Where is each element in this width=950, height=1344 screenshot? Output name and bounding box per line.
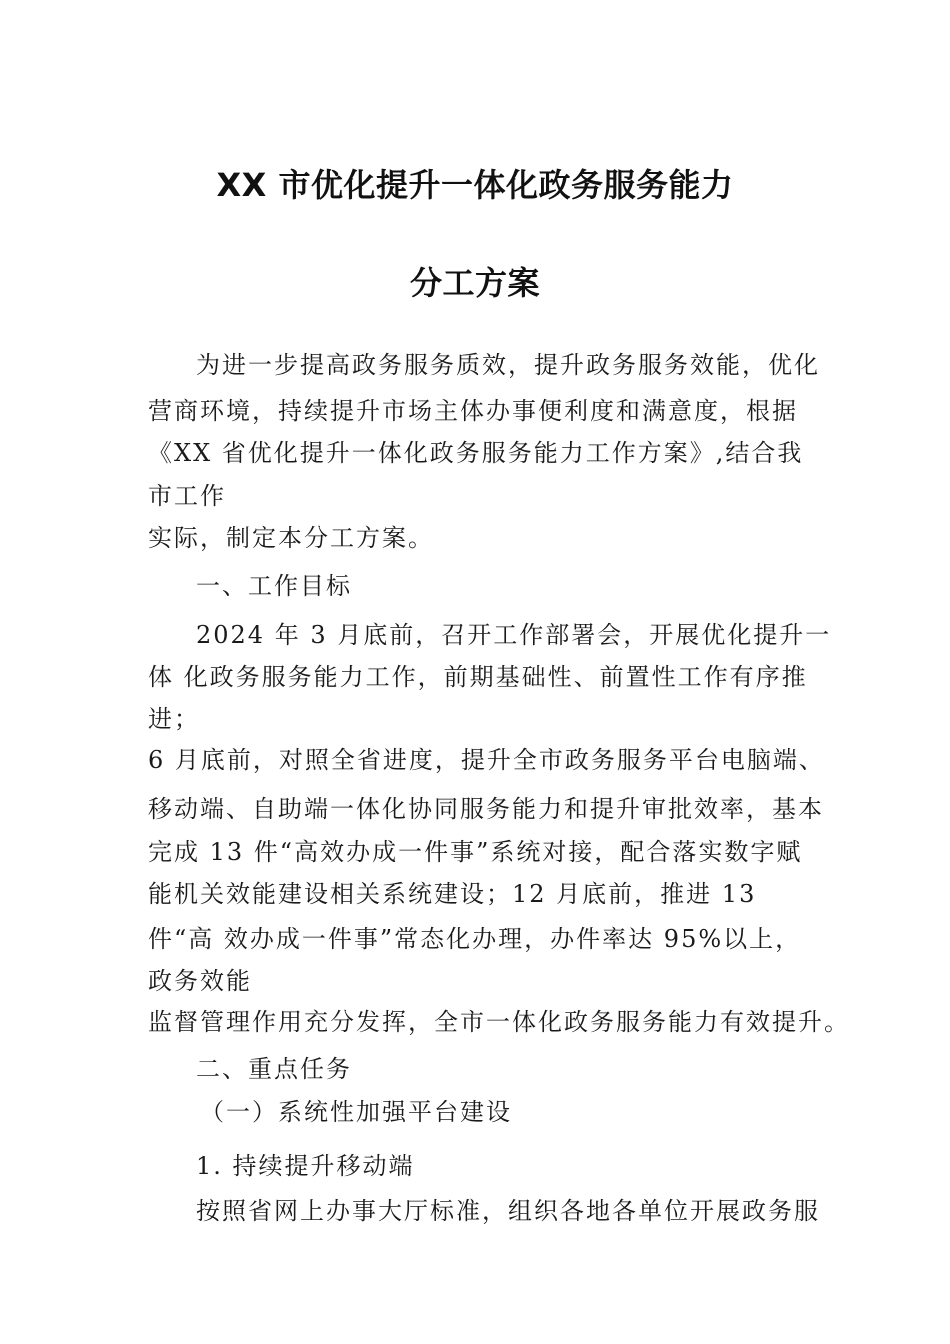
paragraph-line: 按照省网上办事大厅标准，组织各地各单位开展政务服 <box>196 1197 820 1225</box>
section-heading: 二、重点任务 <box>196 1055 352 1083</box>
paragraph-line: 6 月底前，对照全省进度，提升全市政务服务平台电脑端、 <box>148 746 825 774</box>
paragraph-line: 移动端、自助端一体化协同服务能力和提升审批效率，基本 <box>148 795 824 823</box>
paragraph-line: 件“高 效办成一件事”常态化办理，办件率达 95%以上， <box>148 925 802 953</box>
document-title: XX 市优化提升一体化政务服务能力 <box>216 166 734 204</box>
paragraph-line: 能机关效能建设相关系统建设；12 月底前，推进 13 <box>148 880 757 908</box>
paragraph-line: 政务效能 <box>148 967 252 995</box>
paragraph-line: 进； <box>148 705 200 733</box>
paragraph-line: 《XX 省优化提升一体化政务服务能力工作方案》,结合我 <box>148 439 804 467</box>
item-heading: 1. 持续提升移动端 <box>196 1152 415 1180</box>
paragraph-line: 市工作 <box>148 482 226 510</box>
subsection-heading: （一）系统性加强平台建设 <box>200 1098 512 1126</box>
paragraph-line: 营商环境，持续提升市场主体办事便利度和满意度，根据 <box>148 397 798 425</box>
paragraph-line: 体 化政务服务能力工作，前期基础性、前置性工作有序推 <box>148 663 808 691</box>
section-heading: 一、工作目标 <box>196 572 352 600</box>
paragraph-line: 2024 年 3 月底前，召开工作部署会，开展优化提升一 <box>196 621 832 649</box>
paragraph-line: 完成 13 件“高效办成一件事”系统对接，配合落实数字赋 <box>148 838 803 866</box>
paragraph-line: 实际，制定本分工方案。 <box>148 524 434 552</box>
paragraph-line: 监督管理作用充分发挥，全市一体化政务服务能力有效提升。 <box>148 1008 850 1036</box>
document-subtitle: 分工方案 <box>409 264 540 302</box>
paragraph-line: 为进一步提高政务服务质效，提升政务服务效能，优化 <box>196 351 820 379</box>
